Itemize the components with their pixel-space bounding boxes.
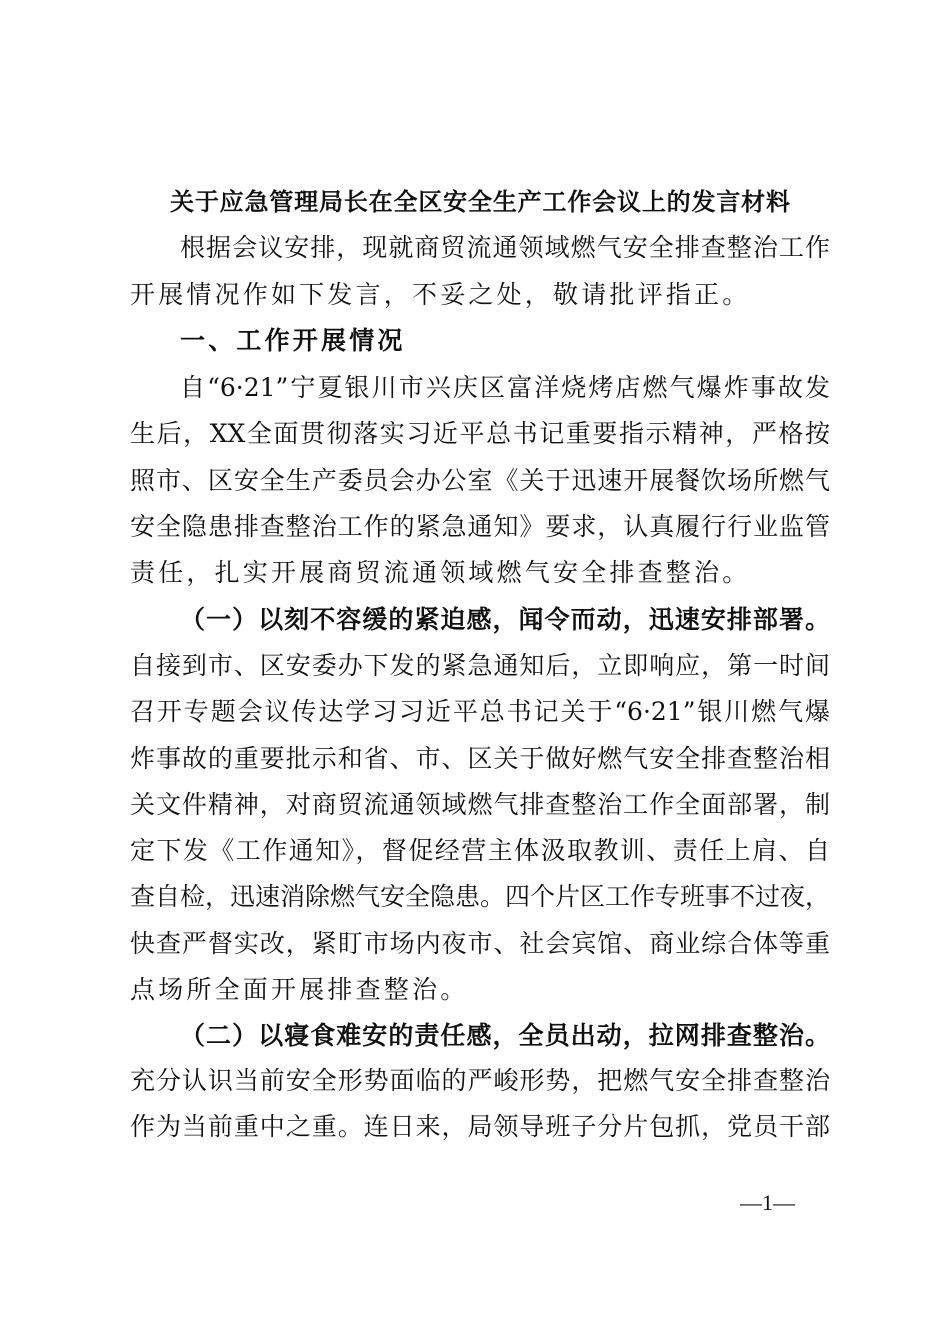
section-heading: 一、工作开展情况 (180, 326, 406, 355)
body-line: 炸事故的重要批示和省、市、区关于做好燃气安全排查整治相 (130, 744, 830, 773)
body-line: 快查严督实改，紧盯市场内夜市、社会宾馆、商业综合体等重 (130, 929, 830, 958)
subsection-heading: （一）以刻不容缓的紧迫感，闻令而动，迅速安排部署。 (180, 605, 830, 634)
body-line: 生后，XX全面贯彻落实习近平总书记重要指示精神，严格按 (130, 419, 830, 448)
intro-line: 根据会议安排，现就商贸流通领域燃气安全排查整治工作 (180, 233, 830, 262)
subsection-heading: （二）以寝食难安的责任感，全员出动，拉网排查整治。 (180, 1021, 830, 1050)
body-line: 作为当前重中之重。连日来，局领导班子分片包抓，党员干部 (130, 1112, 830, 1141)
body-line: 点场所全面开展排查整治。 (130, 975, 469, 1004)
body-line: 责任，扎实开展商贸流通领域燃气安全排查整治。 (130, 558, 751, 587)
body-line: 定下发《工作通知》，督促经营主体汲取教训、责任上肩、自 (130, 836, 830, 865)
body-line: 召开专题会议传达学习习近平总书记关于“6·21”银川燃气爆 (130, 697, 830, 726)
document-title: 关于应急管理局长在全区安全生产工作会议上的发言材料 (170, 187, 790, 216)
body-line: 照市、区安全生产委员会办公室《关于迅速开展餐饮场所燃气 (130, 466, 830, 495)
body-line: 关文件精神，对商贸流通领域燃气排查整治工作全面部署，制 (130, 790, 830, 819)
body-line: 查自检，迅速消除燃气安全隐患。四个片区工作专班事不过夜， (130, 882, 831, 911)
intro-line: 开展情况作如下发言，不妥之处，敬请批评指正。 (130, 280, 751, 309)
body-line: 自“6·21”宁夏银川市兴庆区富洋烧烤店燃气爆炸事故发 (180, 373, 830, 402)
body-line: 自接到市、区安委办下发的紧急通知后，立即响应，第一时间 (130, 651, 830, 680)
body-line: 充分认识当前安全形势面临的严峻形势，把燃气安全排查整治 (130, 1066, 830, 1095)
page-number: —1— (740, 1190, 795, 1215)
body-line: 安全隐患排查整治工作的紧急通知》要求，认真履行行业监管 (130, 512, 830, 541)
